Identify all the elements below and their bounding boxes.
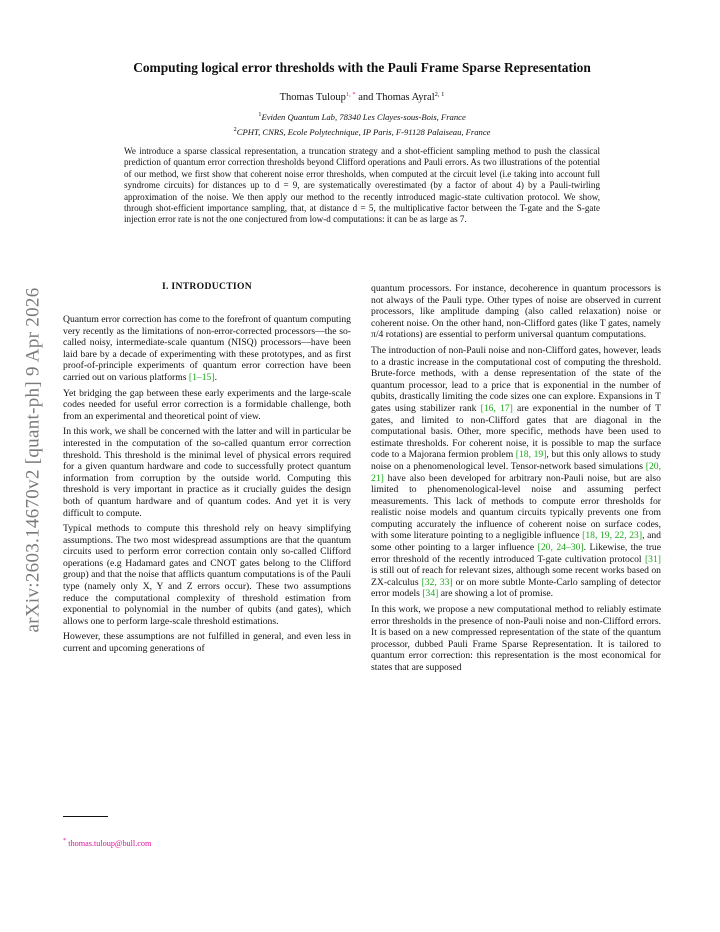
paragraph: In this work, we propose a new computational method to reliably estimate error thresholds in the presence of non-Pauli noise and non-Clifford errors. It is based on a new compressed representation of the state of the quantum processor, dubbed Pauli Frame Sparse Representation. It is tailored to quantum error correction: this representation is the most economical for states that are supposed [371, 604, 661, 673]
paragraph [371, 345, 661, 600]
citation-link[interactable]: [32, 33] [421, 576, 453, 588]
paragraph: In this work, we shall be concerned with the latter and will in particular be interested in the computation of the so-called quantum error correction threshold. This threshold is the minimal level of physical errors required for a given quantum hardware and code to successfully protect quantum information from corruption by the outside world. Computing this threshold is very important in practice as it crucially guides the design both of quantum hardware and of quantum codes. And yet it is very difficult to compute. [63, 426, 351, 519]
citation-link[interactable]: [18, 19, 22, 23] [582, 530, 643, 542]
section-heading: I. INTRODUCTION [161, 281, 253, 292]
citation-link[interactable]: [1–15] [188, 371, 215, 383]
paragraph: Typical methods to compute this threshold rely on heavy simplifying assumptions. The two most widespread assumptions are that the quantum circuits used to perform error correction contain only so-called Clifford operations (e.g Hadamard gates and CNOT gates belong to the Clifford group) and that the noise that afflicts quantum computations is of the Pauli type (namely only X, Y and Z errors occur). These two assumptions reduce the computational complexity of threshold estimation from exponential to polynomial in the number of qubits (and gates), which allows one to perform large-scale threshold estimations. [63, 523, 351, 627]
author-1-marks: 1, * [345, 91, 356, 98]
abstract: We introduce a sparse classical representation, a truncation strategy and a shot-efficient sampling method to push the classical prediction of quantum error correction thresholds beyond Clifford operations and Pauli errors. As two illustrations of the potential of our method, we first show that coherent noise error thresholds, when computed at the circuit level (i.e taking into account full syndrome circuits) for distances up to d = 9, are systematically overestimated (by a factor of about 4) by a Pauli-twirling approximation of the noise. We then apply our method to the recently introduced magic-state cultivation protocol. We show, through shot-efficient importance sampling, that, at distance d = 5, the multiplicative factor between the T-gate and the S-gate injection error rate is not the one conjectured from low-d computations: it can be as large as 7. [124, 146, 600, 225]
citation-link[interactable]: [34] [422, 588, 439, 600]
affiliation-2-text: CPHT, CNRS, Ecole Polytechnique, IP Paris, F-91128 Palaiseau, France [236, 127, 491, 137]
author-line [60, 91, 664, 103]
paragraph: quantum processors. For instance, decoherence in quantum processors is not always of the Pauli type. Other types of noise are observed in current processors, like amplitude damping (also called relaxation) noise or coherent noise. On the other hand, non-Clifford gates (like T gates, namely π/4 rotations) are essential to perform universal quantum computations. [371, 283, 661, 341]
paragraph-text: . Likewise, the true error threshold of the recently introduced T-gate cultivation protocol [371, 542, 661, 565]
paragraph-text: are showing a lot of promise. [440, 588, 554, 600]
affiliation-1-text: Eviden Quantum Lab, 78340 Les Clayes-sous-Bois, France [261, 112, 466, 122]
paragraph-text: , and some other pointing to a larger influence [371, 530, 661, 554]
paragraph: However, these assumptions are not fulfilled in general, and even less in current and upcoming generations of [63, 631, 351, 655]
affiliation-2 [60, 126, 664, 137]
citation-link[interactable]: [16, 17] [480, 402, 513, 414]
footnote [63, 837, 151, 848]
paragraph-text: or on more subtle Monte-Carlo sampling of detector error models [371, 576, 662, 600]
paragraph: Yet bridging the gap between these early experiments and the large-scale codes needed for useful error correction is a formidable challenge, both from an experimental and theoretical point of view. [63, 387, 351, 422]
footnote-rule [63, 816, 108, 817]
email-link[interactable]: thomas.tuloup@bull.com [68, 839, 152, 848]
paragraph-text: , but this only allows to study noise on a phenomenological level. Tensor-network based simulations [371, 449, 661, 472]
arxiv-watermark [18, 250, 48, 670]
paragraph-text: have also been developed for arbitrary non-Pauli noise, but are also limited to phenomenological-level noise and assuming perfect measurements. This lack of methods to compute error thresholds for realistic noise models and quantum circuits typically prevents one from computing accurately the influence of coherent noise on surface codes, with some literature pointing to a negligible influence [371, 472, 661, 542]
citation-link[interactable]: [20, 24–30] [537, 542, 584, 554]
paragraph-text: . [214, 371, 217, 383]
intro-right-column [371, 283, 661, 678]
citation-link[interactable]: [20, 21] [371, 460, 662, 484]
paragraph-text: is still out of reach for relevant sizes, although some recent works based on ZX-calculus [371, 565, 661, 588]
arxiv-id: arXiv:2603.14670v2 [quant-ph] 9 Apr 2026 [22, 287, 44, 633]
paragraph-text: The introduction of non-Pauli noise and non-Clifford gates, however, leads to a drastic increase in the computational cost of computing the threshold. Brute-force methods, with a dense representation of the state of the quantum processor, lead to a price that is exponential in the number of qubits, drastically limiting the code sizes one can explore. Expansions in T gates using stabilizer rank [371, 344, 661, 414]
paragraph [63, 314, 351, 384]
paragraph-text: Quantum error correction has come to the forefront of quantum computing very recently as the limitations of non-error-corrected processors—the so-called noisy, intermediate-scale quantum (NISQ) processors—have been laid bare by a decade of experimenting with these prototypes, and as first proof-of-principle experiments of quantum error correction have been carried out on various platforms [63, 314, 351, 383]
footnote-mark: * [63, 837, 67, 844]
author-1: Thomas Tuloup [279, 92, 346, 103]
paper-title: Computing logical error thresholds with the Pauli Frame Sparse Representation [133, 60, 591, 75]
author-2: Thomas Ayral [375, 92, 435, 103]
affiliation-1 [60, 111, 664, 122]
affiliation-1-mark: 1 [258, 111, 262, 118]
intro-left-column [63, 314, 351, 659]
paragraph-text: are exponential in the number of T gates, and limited to non-Clifford gates that are diagonal in the computational basis. Other, more specific, methods have been used to estimate thresholds. For coherent noise, it is possible to map the surface code to a Majorana fermion problem [371, 402, 661, 461]
author-2-marks: 2, 1 [434, 91, 445, 98]
citation-link[interactable]: [18, 19] [515, 449, 547, 461]
author-and: and [358, 92, 374, 103]
citation-link[interactable]: [31] [644, 553, 662, 565]
affiliation-2-mark: 2 [233, 126, 237, 133]
